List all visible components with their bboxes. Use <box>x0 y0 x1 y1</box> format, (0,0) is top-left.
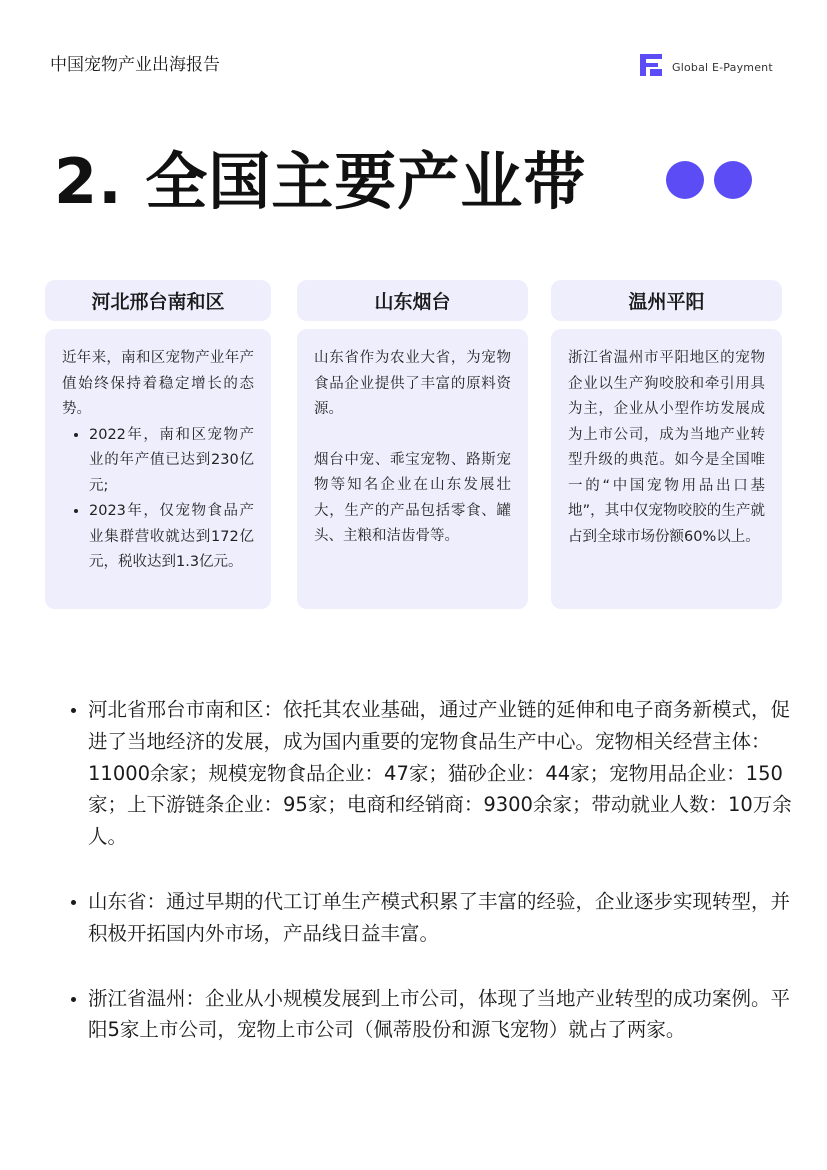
region-title: 山东烟台 <box>297 280 528 321</box>
report-title: 中国宠物产业出海报告 <box>50 55 220 75</box>
list-item: • 浙江省温州：企业从小规模发展到上市公司，体现了当地产业转型的成功案例。平阳5家上市公司，宠物上市公司（佩蒂股份和源飞宠物）就占了两家。 <box>88 983 806 1047</box>
brand-name: Global E-Payment <box>672 60 773 74</box>
region-title: 温州平阳 <box>551 280 782 321</box>
region-card-shandong <box>297 280 528 609</box>
page-title: 2. 全国主要产业带 <box>54 145 587 218</box>
region-body <box>45 329 271 609</box>
list-item: • 山东省：通过早期的代工订单生产模式积累了丰富的经验，企业逐步实现转型，并积极开拓国内外市场，产品线日益丰富。 <box>88 886 806 950</box>
summary-list <box>60 694 806 1079</box>
region-card-wenzhou <box>551 280 782 609</box>
region-paragraph: 烟台中宠、乖宝宠物、路斯宠物等知名企业在山东发展壮大，生产的产品包括零食、罐头、主粮和洁齿骨等。 <box>314 451 511 544</box>
brand <box>638 52 773 82</box>
region-paragraph: 山东省作为农业大省，为宠物食品企业提供了丰富的原料资源。 <box>314 350 511 417</box>
region-intro: 近年来，南和区宠物产业年产值始终保持着稳定增长的态势。 <box>62 350 254 417</box>
region-card-hebei <box>45 280 271 609</box>
region-paragraph: 浙江省温州市平阳地区的宠物企业以生产狗咬胶和牵引用具为主，企业从小型作坊发展成为上市公司，成为当地产业转型升级的典范。如今是全国唯一的“中国宠物用品出口基地”，其中仅宠物咬胶的生产就占到全球市场份额60%以上。 <box>568 350 765 545</box>
region-body <box>297 329 528 609</box>
region-title: 河北邢台南和区 <box>45 280 271 321</box>
dot-icon <box>666 161 704 199</box>
region-bullets <box>62 423 254 576</box>
list-item: • 2022年，南和区宠物产业的年产值已达到230亿元; <box>89 423 254 500</box>
dot-icon <box>714 161 752 199</box>
list-item: • 2023年，仅宠物食品产业集群营收就达到172亿元，税收达到1.3亿元。 <box>89 499 254 576</box>
brand-logo-icon <box>638 52 664 82</box>
decorative-dots <box>666 161 752 199</box>
region-body <box>551 329 782 609</box>
list-item: • 河北省邢台市南和区：依托其农业基础，通过产业链的延伸和电子商务新模式，促进了当地经济的发展，成为国内重要的宠物食品生产中心。宠物相关经营主体：11000余家；规模宠物食品企业：47家；猫砂企业：44家；宠物用品企业：150家；上下游链条企业：95家；电商和经销商：9300余家；带动就业人数：10万余人。 <box>88 694 806 853</box>
